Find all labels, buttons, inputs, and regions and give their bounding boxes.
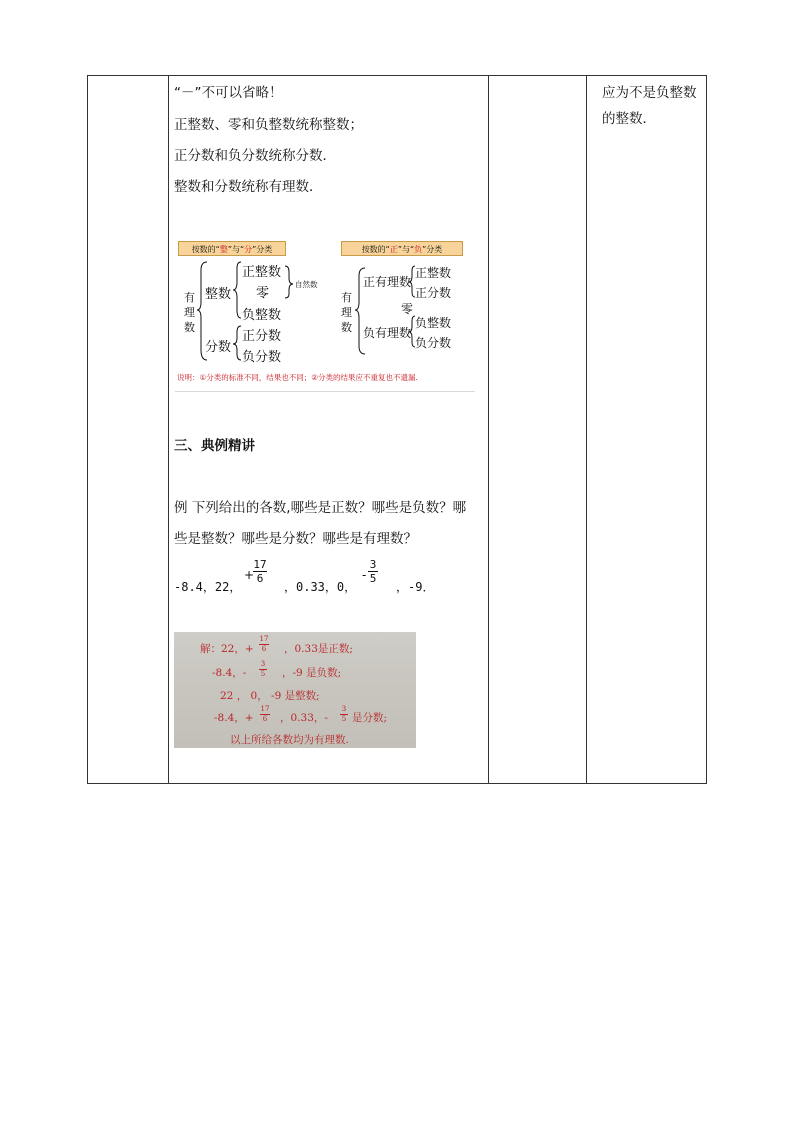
negative-rational-label: 负有理数: [363, 326, 412, 340]
right-negative-fraction-label: 负分数: [415, 336, 452, 350]
solution-line2-tail: ，-9 是负数;: [282, 667, 342, 679]
number-list-part3: ，-9．: [396, 580, 435, 594]
solution-line5: 以上所给各数均为有理数.: [230, 734, 349, 746]
column-divider-2: [488, 76, 489, 783]
fraction-17-over-6: $\frac{17}{6}$: [253, 558, 267, 585]
integer-definition: 正整数、零和负整数统称整数；: [174, 117, 363, 133]
solution-fraction-17-6-b: $\frac{17}{6}$: [260, 705, 270, 723]
solution-line1: 解：22，+: [200, 643, 254, 655]
fraction-definition: 正分数和负分数统称分数．: [174, 148, 336, 164]
zero-label: 零: [256, 286, 270, 301]
rational-definition: 整数和分数统称有理数．: [174, 179, 323, 195]
right-negative-integer-label: 负整数: [415, 316, 452, 330]
positive-rational-label: 正有理数: [363, 275, 412, 289]
left-root-label: 有理数: [184, 291, 195, 334]
example-question-line1: 例 下列给出的各数,哪些是正数？哪些是负数？哪: [174, 500, 467, 516]
minus-sign-rule: “－”不可以省略！: [174, 85, 283, 101]
column-divider-1: [168, 76, 169, 783]
solution-photo: [174, 632, 416, 748]
section-title: 三、典例精讲: [174, 438, 255, 454]
classification-figure: [175, 240, 475, 392]
solution-fraction-17-6: $\frac{17}{6}$: [259, 635, 269, 653]
solution-line2: -8.4，-: [212, 667, 247, 679]
negative-fraction-label: 负分数: [242, 350, 282, 365]
fraction-3-over-5: $\frac{3}{5}$: [369, 558, 377, 585]
fraction-label: 分数: [205, 340, 232, 355]
right-positive-integer-label: 正整数: [415, 266, 452, 280]
teacher-note-cell: [594, 76, 706, 783]
solution-line4-mid: ，0.33，-: [280, 712, 328, 724]
right-root-label: 有理数: [341, 291, 352, 334]
left-classification-header: 按数的“整”与“分”分类: [178, 241, 286, 256]
column-divider-3: [586, 76, 587, 783]
example-question-line2: 些是整数？哪些是分数？哪些是有理数？: [174, 531, 417, 547]
solution-line1-tail: ，0.33是正数;: [284, 643, 353, 655]
solution-line3: 22 ， 0， -9 是整数;: [220, 690, 320, 702]
right-zero-label: 零: [401, 302, 414, 316]
number-list-part2: ，0.33，0，: [284, 580, 357, 594]
positive-fraction-label: 正分数: [242, 329, 282, 344]
right-classification-header: 按数的“正”与“负”分类: [341, 241, 463, 256]
solution-fraction-3-5-b: $\frac{3}{5}$: [341, 705, 347, 723]
right-positive-fraction-label: 正分数: [415, 286, 452, 300]
solution-line4-tail: 是分数;: [352, 712, 388, 724]
fraction2-sign: -: [362, 568, 367, 582]
negative-integer-label: 负整数: [242, 308, 282, 323]
fraction1-sign: +: [244, 568, 255, 582]
classification-footnote: 说明：①分类的标准不同，结果也不同；②分类的结果应不重复也不遗漏.: [177, 373, 418, 382]
integer-label: 整数: [205, 287, 232, 302]
teacher-note: 应为不是负整数的整数．: [602, 85, 697, 127]
number-list-part1: -8.4，22，: [174, 580, 242, 594]
natural-number-label: 自然数: [295, 280, 318, 289]
positive-integer-label: 正整数: [242, 265, 282, 280]
solution-line4: -8.4，+: [214, 712, 254, 724]
solution-fraction-3-5: $\frac{3}{5}$: [260, 660, 266, 678]
